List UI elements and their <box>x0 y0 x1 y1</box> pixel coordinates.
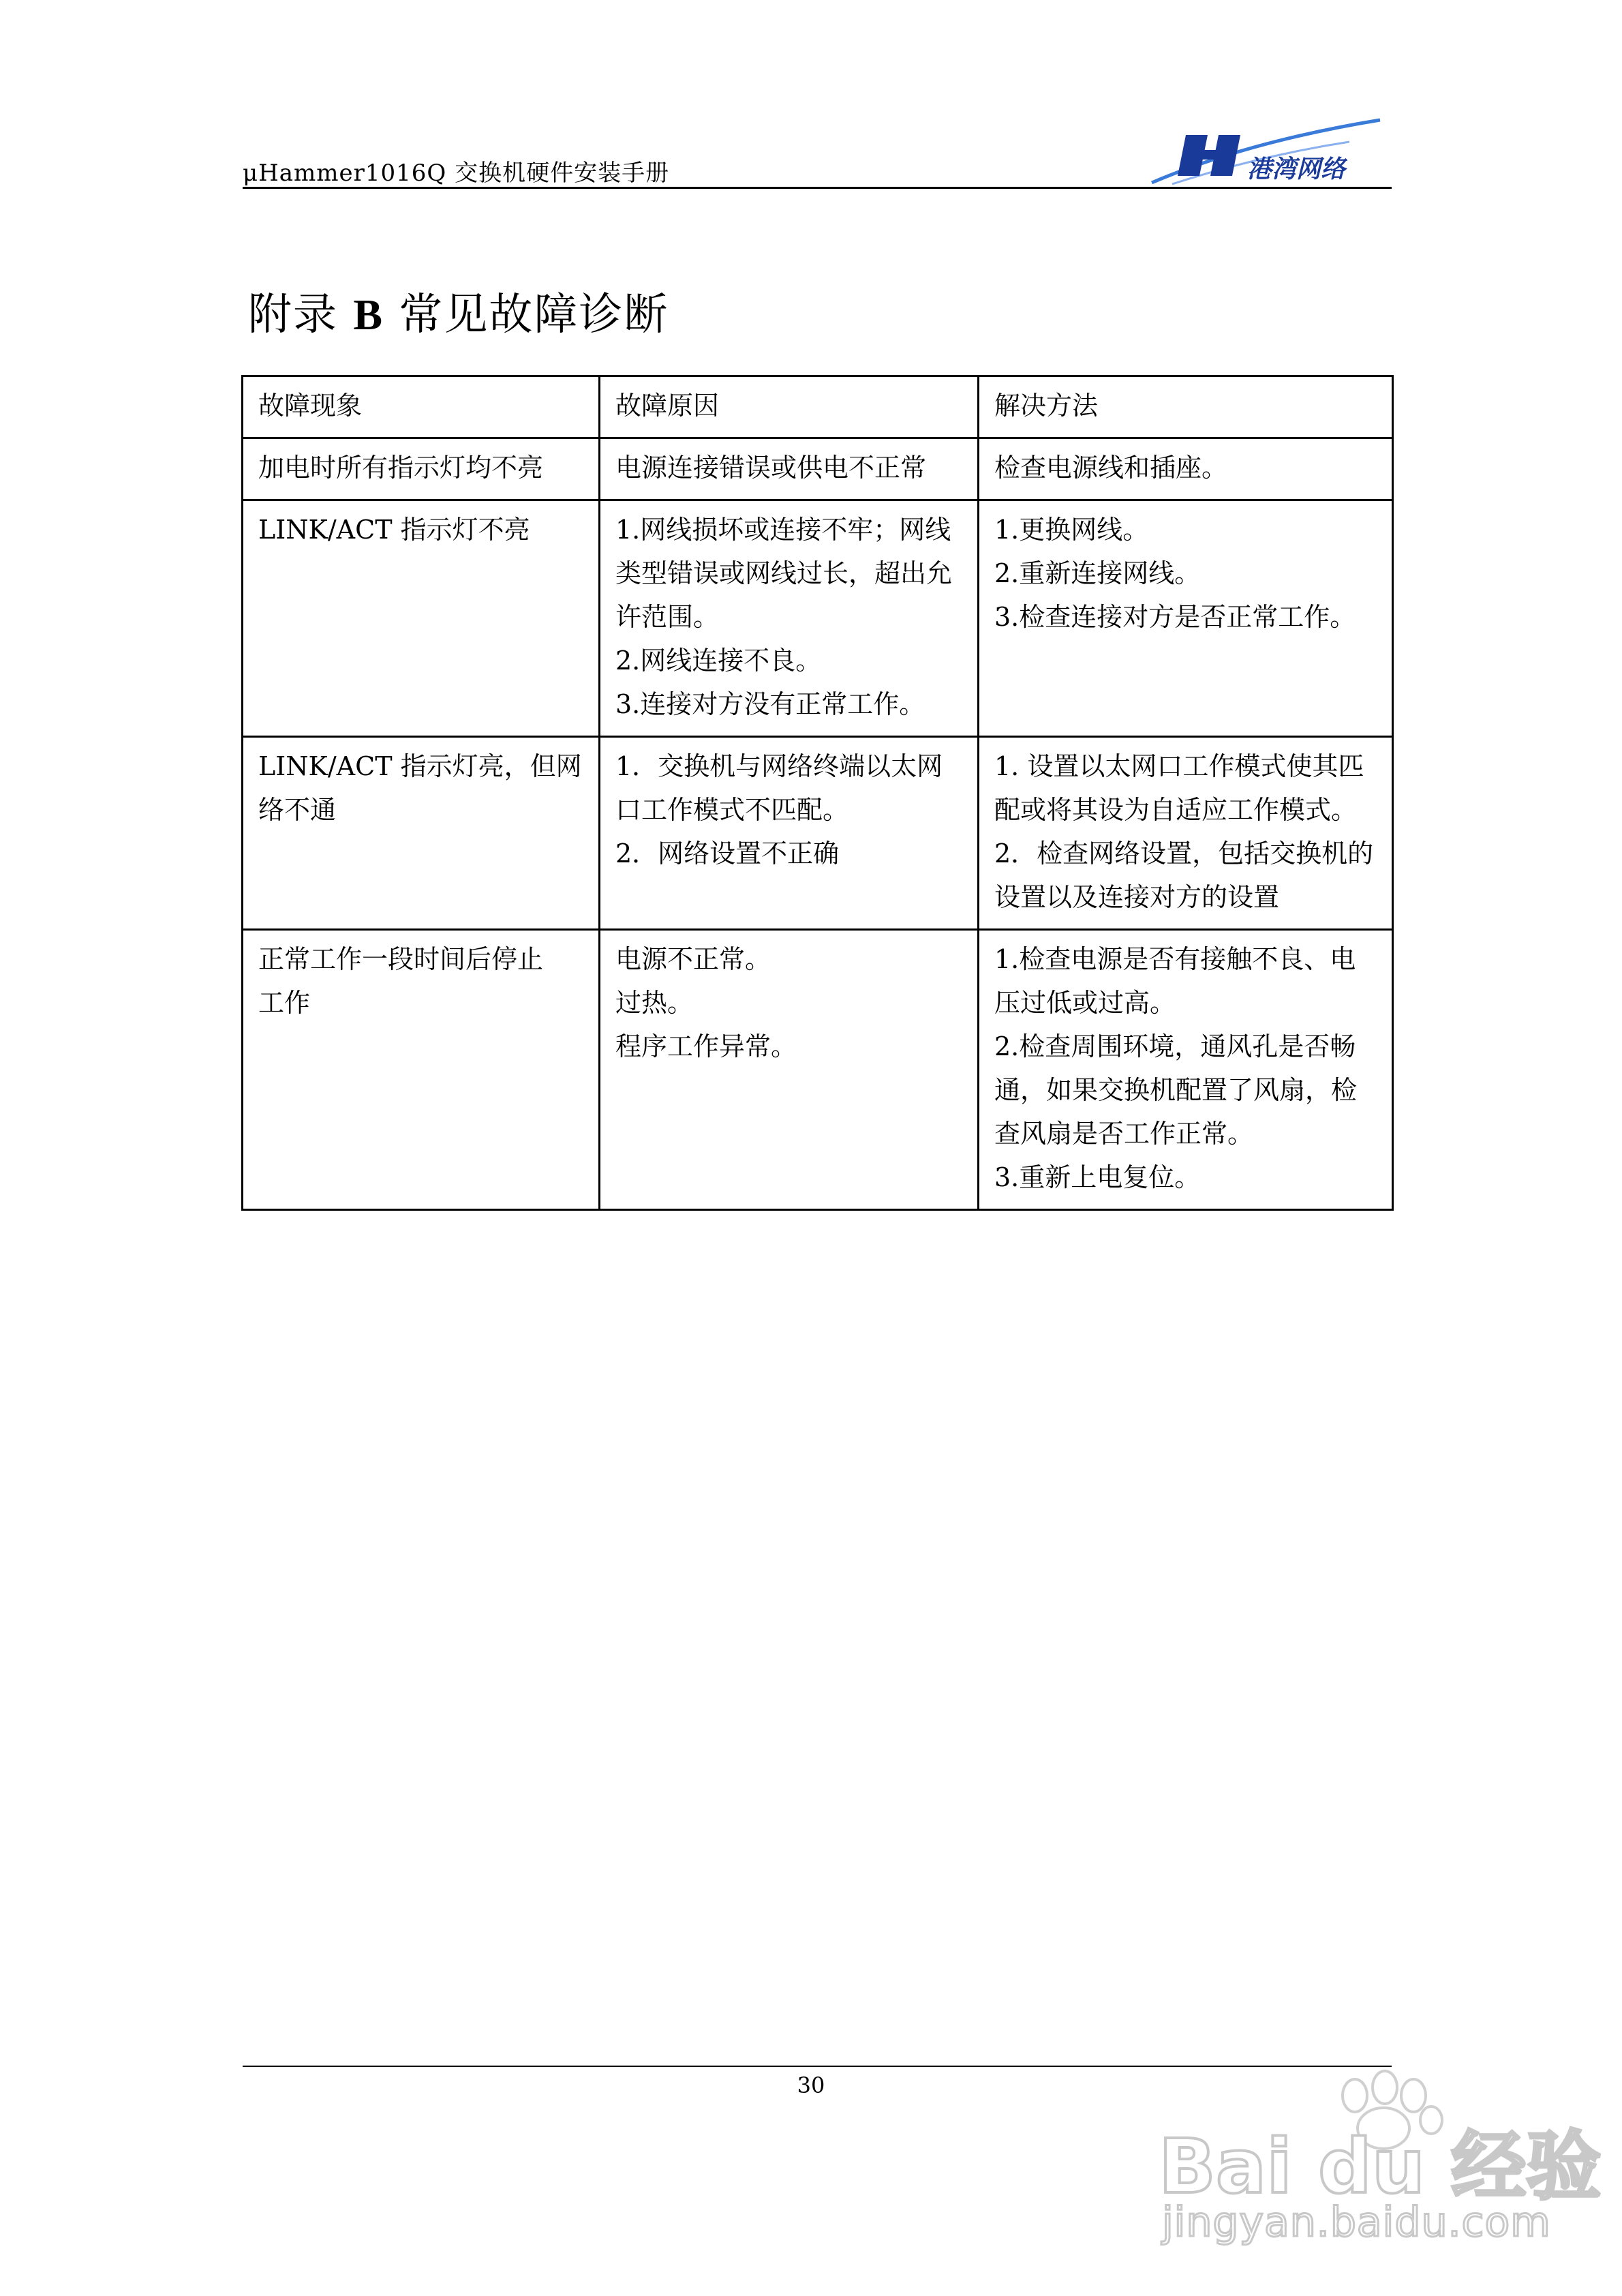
heading-letter: B <box>353 290 384 339</box>
cell-solution <box>979 438 1393 500</box>
heading-text: 常见故障诊断 <box>399 290 669 340</box>
cell-cause <box>600 500 979 737</box>
cell-line: 2．网络设置不正确 <box>615 839 840 868</box>
cell-line: 过热。 <box>615 988 694 1018</box>
page-number: 30 <box>797 2072 825 2098</box>
cell-solution <box>979 930 1393 1210</box>
cell-solution <box>979 737 1393 930</box>
cell-solution <box>979 500 1393 737</box>
watermark-brand: Bai du 经验 <box>1159 2123 1602 2210</box>
header-symptom: 故障现象 <box>243 376 600 438</box>
fault-diagnosis-table <box>241 375 1394 1211</box>
cell-line: 2.检查周围环境，通风孔是否畅 <box>994 1031 1356 1061</box>
cell-line: 2.网线连接不良。 <box>615 646 822 676</box>
watermark-url: jingyan.baidu.com <box>1162 2199 1551 2246</box>
header-cause: 故障原因 <box>600 376 979 438</box>
cell-symptom <box>243 737 600 930</box>
company-logo <box>1145 115 1390 190</box>
cell-line: 2．检查网络设置，包括交换机的 <box>994 839 1374 868</box>
cell-symptom <box>243 438 600 500</box>
cell-symptom <box>243 930 600 1210</box>
cell-cause <box>600 930 979 1210</box>
cell-line: 压过低或过高。 <box>994 988 1176 1018</box>
cell-line: 许范围。 <box>615 602 720 632</box>
cell-symptom <box>243 500 600 737</box>
page-heading <box>248 280 669 342</box>
cell-line: 通，如果交换机配置了风扇，检 <box>994 1075 1358 1105</box>
header-divider <box>243 187 1392 189</box>
table-row <box>243 737 1393 930</box>
cell-line: LINK/ACT 指示灯亮，但网 <box>258 751 582 781</box>
cell-line: 1.更换网线。 <box>994 515 1149 545</box>
cell-line: 加电时所有指示灯均不亮 <box>258 453 544 483</box>
cell-line: 3.检查连接对方是否正常工作。 <box>994 602 1356 632</box>
cell-cause <box>600 737 979 930</box>
table-row <box>243 930 1393 1210</box>
table-row <box>243 500 1393 737</box>
cell-line: 2.重新连接网线。 <box>994 558 1201 588</box>
cell-line: 1．交换机与网络终端以太网 <box>615 751 943 781</box>
cell-line: 1.网线损坏或连接不牢；网线 <box>615 515 951 545</box>
cell-line: 设置以及连接对方的设置 <box>994 882 1280 912</box>
cell-line: LINK/ACT 指示灯不亮 <box>258 515 530 545</box>
table-row <box>243 438 1393 500</box>
cell-line: 工作 <box>258 988 311 1018</box>
heading-prefix: 附录 <box>248 290 338 340</box>
logo-text: 港湾网络 <box>1247 155 1346 183</box>
cell-line: 1.检查电源是否有接触不良、电 <box>994 944 1356 974</box>
cell-cause <box>600 438 979 500</box>
cell-line: 3.重新上电复位。 <box>994 1162 1201 1192</box>
cell-line: 1. 设置以太网口工作模式使其匹 <box>994 751 1364 781</box>
cell-line: 配或将其设为自适应工作模式。 <box>994 795 1358 825</box>
header-title: μHammer1016Q 交换机硬件安装手册 <box>243 160 670 187</box>
cell-line: 口工作模式不匹配。 <box>615 795 849 825</box>
cell-line: 络不通 <box>258 795 337 825</box>
cell-line: 正常工作一段时间后停止 <box>258 944 544 974</box>
cell-line: 检查电源线和插座。 <box>994 453 1228 483</box>
header-solution: 解决方法 <box>979 376 1393 438</box>
cell-line: 类型错误或网线过长，超出允 <box>615 558 953 588</box>
cell-line: 电源不正常。 <box>615 944 771 974</box>
cell-line: 3.连接对方没有正常工作。 <box>615 689 925 719</box>
cell-line: 电源连接错误或供电不正常 <box>615 453 927 483</box>
cell-line: 程序工作异常。 <box>615 1031 797 1061</box>
cell-line: 查风扇是否工作正常。 <box>994 1119 1254 1149</box>
table-header-row <box>243 376 1393 438</box>
